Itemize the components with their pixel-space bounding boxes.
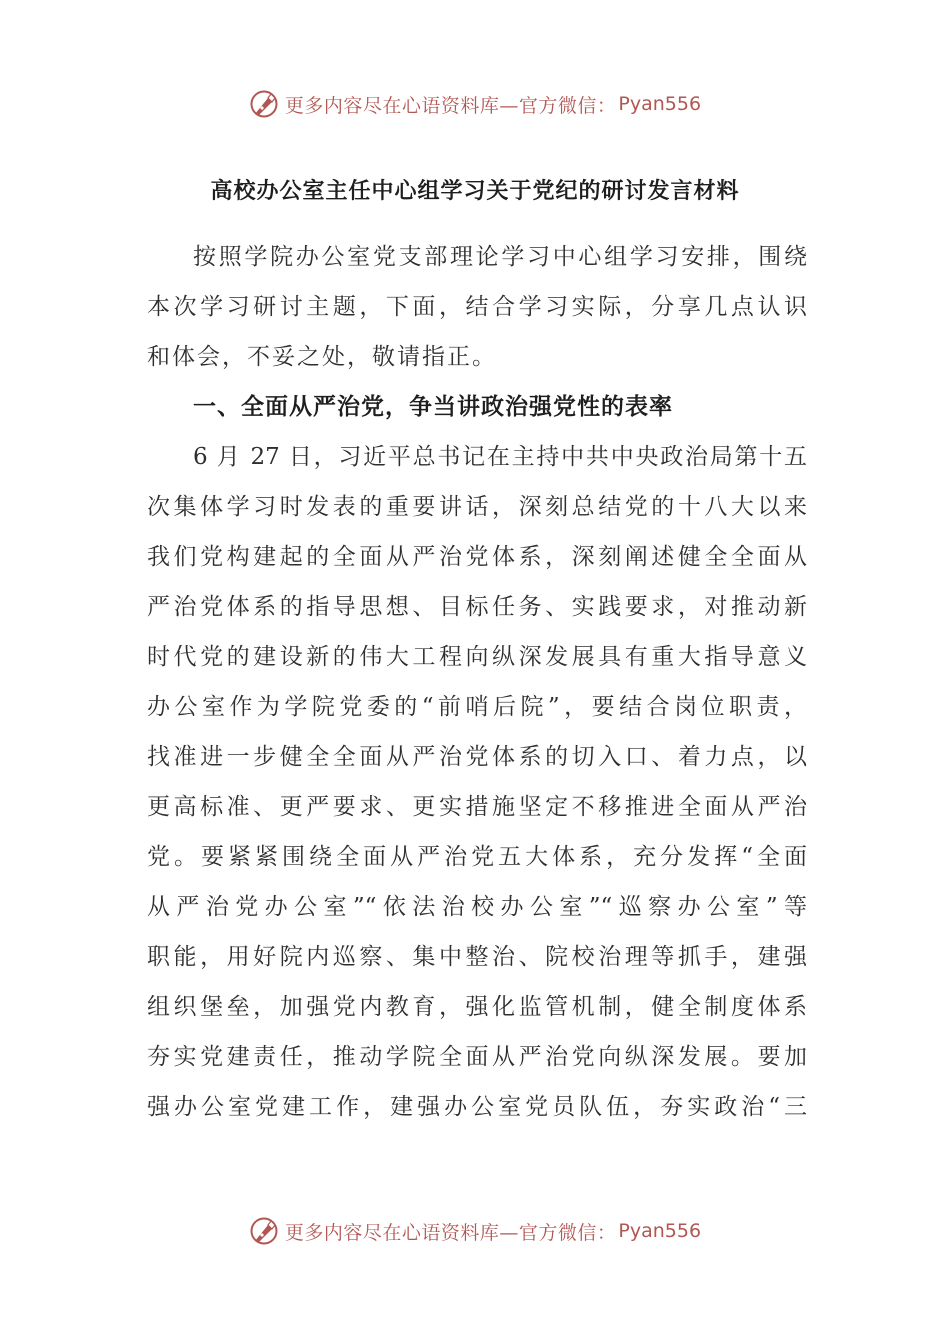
section-heading-1: 一、全面从严治党，争当讲政治强党性的表率 xyxy=(193,393,673,420)
watermark-text: 更多内容尽在心语资料库—官方微信： xyxy=(284,1221,617,1244)
body-line: 职能，用好院内巡察、集中整治、院校治理等抓手，建强 xyxy=(147,944,807,970)
watermark-wechat-id: Pyan556 xyxy=(618,93,702,115)
body-line: 夯实党建责任，推动学院全面从严治党向纵深发展。要加 xyxy=(147,1044,807,1070)
body-line: 办公室作为学院党委的“前哨后院”，要结合岗位职责， xyxy=(147,694,807,720)
body-line: 从严治党办公室”“依法治校办公室”“巡察办公室”等 xyxy=(147,894,807,920)
body-line: 强办公室党建工作，建强办公室党员队伍，夯实政治“三 xyxy=(147,1094,807,1120)
body-line: 党。要紧紧围绕全面从严治党五大体系，充分发挥“全面 xyxy=(147,844,807,870)
body-line: 6 月 27 日，习近平总书记在主持中共中央政治局第十五 xyxy=(193,444,807,470)
intro-line: 按照学院办公室党支部理论学习中心组学习安排，围绕 xyxy=(193,244,807,270)
intro-line: 本次学习研讨主题，下面，结合学习实际，分享几点认识 xyxy=(147,294,807,320)
body-line: 找准进一步健全全面从严治党体系的切入口、着力点，以 xyxy=(147,744,807,770)
pen-nib-logo-icon xyxy=(249,1216,279,1246)
intro-line: 和体会，不妥之处，敬请指正。 xyxy=(147,344,497,370)
watermark-text: 更多内容尽在心语资料库—官方微信： xyxy=(284,94,617,117)
document-title: 高校办公室主任中心组学习关于党纪的研讨发言材料 xyxy=(210,178,740,204)
watermark-banner-top xyxy=(0,82,950,126)
body-line: 组织堡垒，加强党内教育，强化监管机制，健全制度体系 xyxy=(147,994,807,1020)
body-line: 严治党体系的指导思想、目标任务、实践要求，对推动新 xyxy=(147,594,807,620)
watermark-banner-bottom xyxy=(0,1209,950,1253)
body-line: 时代党的建设新的伟大工程向纵深发展具有重大指导意义 xyxy=(147,644,807,670)
document-body xyxy=(147,232,807,1132)
pen-nib-logo-icon xyxy=(249,89,279,119)
watermark-wechat-id: Pyan556 xyxy=(618,1220,702,1242)
body-line: 我们党构建起的全面从严治党体系，深刻阐述健全全面从 xyxy=(147,544,807,570)
body-line: 更高标准、更严要求、更实措施坚定不移推进全面从严治 xyxy=(147,794,807,820)
body-line: 次集体学习时发表的重要讲话，深刻总结党的十八大以来 xyxy=(147,494,807,520)
